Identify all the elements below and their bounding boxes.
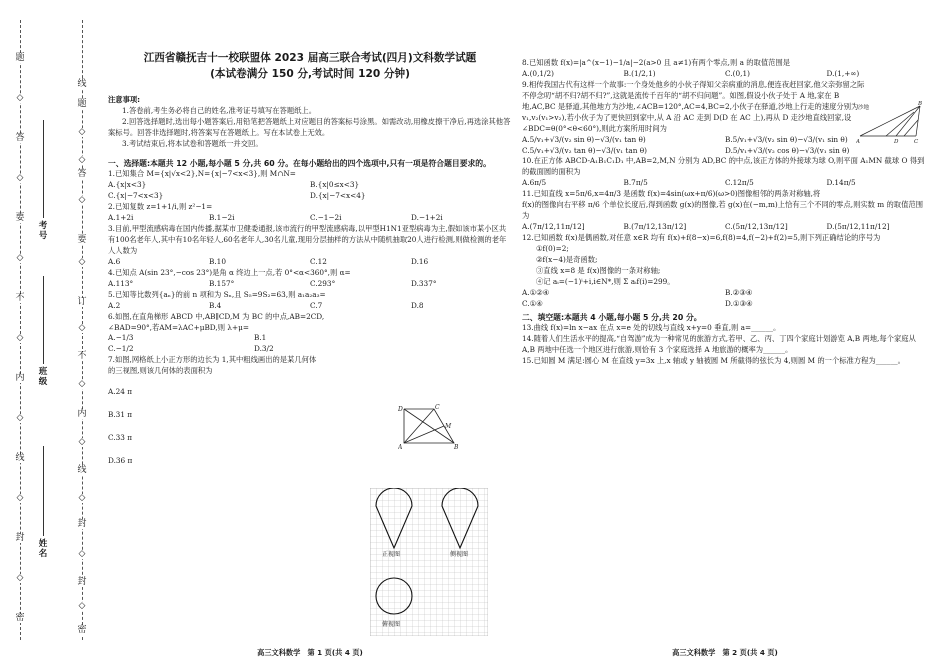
question-6-block — [108, 312, 400, 356]
seal-char: 封 — [75, 520, 89, 529]
option[interactable]: A.−1/3 — [108, 333, 134, 343]
option[interactable]: C.33 π — [108, 433, 133, 443]
three-views-figure — [370, 488, 488, 636]
option[interactable]: A.24 π — [108, 387, 132, 397]
question-8-stem: 8.已知函数 f(x)=|a^(x−1)−1/a|−2(a>0 且 a≠1)有两个零点,则 a 的取值范围是 — [522, 58, 791, 67]
seal-char: ◇ — [13, 574, 27, 583]
option[interactable]: B.{x|0≤x<3} — [310, 180, 360, 190]
option[interactable]: C.①④ — [522, 298, 543, 308]
class-line[interactable] — [43, 276, 44, 364]
seal-char: 题 — [75, 100, 89, 109]
seal-char: 答 — [75, 170, 89, 179]
question-7-block — [108, 355, 378, 467]
seal-char: 线 — [75, 466, 89, 475]
question-7-options — [108, 387, 378, 467]
seal-char: ◇ — [75, 258, 89, 267]
note-item: 2.回答选择题时,选出每小题答案后,用铅笔把答题纸上对应题目的答案标号涂黑。如需改动,用橡皮擦干净后,再选涂其他答案标号。回答非选择题时,将答案写在答题纸上。写在本试卷上无效。 — [108, 116, 511, 137]
svg-text:M: M — [445, 423, 452, 430]
option[interactable]: B.31 π — [108, 410, 133, 420]
option[interactable]: B.1 — [254, 333, 267, 343]
question-12-item: ①f(0)=2; — [536, 243, 569, 253]
page2-footer: 高三文科数学 第 2 页(共 4 页) — [672, 648, 778, 657]
question-10-stem: 10.在正方体 ABCD-A₁B₁C₁D₁ 中,AB=2,M,N 分别为 AD,BC 的中点,该正方体的外接球为球 O,则平面 A₁MN 截球 O 得到的截面圆的面积为 — [522, 156, 925, 177]
section-choice-heading: 一、选择题:本题共 12 小题,每小题 5 分,共 60 分。在每小题给出的四个选项中,只有一项是符合题目要求的。 — [108, 158, 491, 168]
svg-text:B: B — [918, 101, 923, 107]
option[interactable]: D.8 — [411, 300, 424, 310]
option[interactable]: D.5/v₁+√3/(v₂ cos θ)−√3/(v₁ sin θ) — [725, 145, 850, 155]
seal-char: ◇ — [75, 324, 89, 333]
question-12-item: ④记 aᵢ=(−1)ⁱ+i,i∈N*,则 Σ aᵢf(i)=299。 — [536, 276, 675, 286]
option[interactable]: C.12 — [310, 256, 327, 266]
seal-char: 封 — [75, 578, 89, 587]
dashed-cut-line-left — [20, 20, 21, 640]
question-7-stem-cont: 的三视图,则该几何体的表面积为 — [108, 366, 213, 376]
top-view-label: 俯视图 — [382, 621, 401, 628]
seal-char: 题 — [13, 54, 27, 63]
seal-char: ◇ — [13, 94, 27, 103]
seal-char: ◇ — [75, 156, 89, 165]
question-12-options — [522, 288, 928, 310]
option[interactable]: A.6 — [108, 256, 121, 266]
option[interactable]: B.②③④ — [725, 287, 753, 297]
option[interactable]: B.(7π/12,13π/12] — [623, 222, 687, 232]
svg-text:D: D — [894, 139, 899, 144]
option[interactable]: A.(0,1/2) — [522, 68, 554, 78]
option[interactable]: B.157° — [209, 278, 235, 288]
option[interactable]: C.{x|−7<x<3} — [108, 191, 164, 201]
seal-char: 订 — [75, 298, 89, 307]
question-5-stem: 5.已知等比数列{aₙ}的前 n 项和为 Sₙ,且 S₅=9S₂=63,则 a₁a₂a₃= — [108, 289, 326, 299]
option[interactable]: B.4 — [209, 300, 222, 310]
option[interactable]: C.(0,1) — [725, 68, 750, 78]
option[interactable]: D.①③④ — [725, 298, 753, 308]
question-11-stem-cont: f(x)的图像向右平移 π/6 个单位长度后,得到函数 g(x)的图像,若 g(x)在(−m,m)上恰有三个不同的零点,则实数 m 的取值范围为 — [522, 200, 923, 221]
option[interactable]: D.337° — [411, 278, 437, 288]
seal-char: ◇ — [13, 174, 27, 183]
front-view-label: 正视图 — [382, 551, 401, 558]
seal-char: ◇ — [75, 128, 89, 137]
question-6-stem-cont: ∠BAD=90°,若AM=λAC+μBD,则 λ+μ= — [108, 322, 249, 332]
seal-char: ◇ — [13, 494, 27, 503]
page1-footer: 高三文科数学 第 1 页(共 4 页) — [257, 648, 363, 657]
binding-strip — [0, 0, 96, 664]
svg-text:D: D — [398, 406, 403, 413]
seal-char: 答 — [13, 134, 27, 143]
option[interactable]: A.6π/5 — [522, 178, 547, 188]
seal-char: 封 — [13, 534, 27, 543]
question-13: 13.曲线 f(x)=ln x−ax 在点 x=e 处的切线与直线 x+y=0 垂直,则 a=______。 — [522, 323, 781, 333]
seal-char: 要 — [13, 214, 27, 223]
question-6-options — [108, 333, 400, 355]
svg-text:C: C — [914, 139, 919, 144]
option[interactable]: D.3/2 — [254, 344, 274, 354]
exam-title-sub: (本试卷满分 150 分,考试时间 120 分钟) — [210, 68, 410, 81]
option[interactable]: A.2 — [108, 300, 121, 310]
question-8-options — [522, 69, 928, 80]
question-12-item: ②f(x−4)是奇函数; — [536, 254, 598, 264]
trapezoid-figure — [398, 403, 460, 449]
seal-char: 不 — [13, 294, 27, 303]
seal-char: ◇ — [13, 334, 27, 343]
option[interactable]: A.113° — [108, 278, 134, 288]
option[interactable]: B.10 — [209, 256, 226, 266]
exam-number-label: 考号 — [38, 221, 48, 241]
option[interactable]: D.16 — [411, 256, 429, 266]
seal-char: ◇ — [75, 602, 89, 611]
option[interactable]: A.①②④ — [522, 287, 550, 297]
option[interactable]: D.−1+2i — [411, 213, 443, 223]
option[interactable]: A.5/v₁+√3/(v₂ sin θ)−√3/(v₁ tan θ) — [522, 134, 646, 144]
question-6-stem: 6.如图,在直角梯形 ABCD 中,AB∥CD,M 为 BC 的中点,AB=2CD, — [108, 311, 325, 321]
seal-char: 内 — [13, 374, 27, 383]
option[interactable]: C.5/v₁+√3/(v₂ tan θ)−√3/(v₁ tan θ) — [522, 145, 648, 155]
seal-char: 线 — [13, 454, 27, 463]
option[interactable]: A.(7π/12,11π/12] — [522, 222, 585, 232]
option[interactable]: C.7 — [310, 300, 323, 310]
exam-title-main: 江西省赣抚吉十一校联盟体 2023 届高三联合考试(四月)文科数学试题 — [143, 52, 477, 64]
question-3-stem: 3.目前,甲型流感病毒在国内传播,据某市卫健委通报,该市流行的甲型流感病毒,以甲型H1N1亚型病毒为主,假如该市某小区共有100名老年人,其中有10名年轻人,60名老年人,30名儿童,现用分层抽样的方法从中随机抽取20人进行检测,则做检测的老年人人数为 — [108, 224, 507, 255]
seal-char: 不 — [75, 352, 89, 361]
question-4-stem: 4.已知点 A(sin 23°,−cos 23°)是角 α 终边上一点,若 0°<α<360°,则 α= — [108, 267, 351, 277]
question-2-stem: 2.已知复数 z=1+1/i,则 z²−1= — [108, 202, 213, 212]
seal-char: ◇ — [13, 414, 27, 423]
class-label: 班级 — [38, 367, 48, 387]
exam-number-line[interactable] — [43, 120, 44, 218]
option[interactable]: C.293° — [310, 278, 336, 288]
seal-char: 密 — [13, 614, 27, 623]
svg-text:B: B — [454, 444, 459, 449]
option[interactable]: C.−1−2i — [310, 213, 342, 223]
question-12-item: ③直线 x=8 是 f(x)图像的一条对称轴; — [536, 265, 661, 275]
seal-char: ◇ — [75, 494, 89, 503]
question-5-options — [108, 301, 512, 312]
seal-char: 密 — [75, 626, 89, 635]
question-3-options — [108, 257, 512, 268]
seal-char: ◇ — [75, 438, 89, 447]
question-11-stem: 11.已知直线 x=5π/6,x=4π/3 是函数 f(x)=4sin(ωx+π/6)(ω>0)图像相邻的两条对称轴,将 — [522, 189, 821, 199]
note-item: 1.答卷前,考生务必将自己的姓名,准考证号填写在答题纸上。 — [122, 105, 317, 115]
seal-char: ◇ — [75, 196, 89, 205]
option[interactable]: C.12π/5 — [725, 178, 754, 188]
svg-text:A: A — [856, 139, 860, 144]
seal-char: ◇ — [75, 380, 89, 389]
question-14: 14.随着人们生活水平的提高,“自驾游”成为一种常见的旅游方式,若甲、乙、丙、丁四个家庭计划游览 A,B 两地,每个家庭从 A,B 两地中任选一个地区进行旅游,则恰有 3 个家庭选择 A 地旅游的概率为______。 — [522, 334, 916, 355]
seal-char: 线 — [75, 80, 89, 89]
section-fill-heading: 二、填空题:本题共 4 小题,每小题 5 分,共 20 分。 — [522, 312, 702, 322]
option[interactable]: B.1−2i — [209, 213, 235, 223]
option[interactable]: D.36 π — [108, 456, 133, 465]
option[interactable]: B.7π/5 — [623, 178, 648, 188]
name-label: 姓名 — [38, 539, 48, 559]
exam-title — [108, 50, 512, 83]
question-2-options — [108, 213, 512, 224]
svg-text:A: A — [398, 444, 403, 449]
option[interactable]: D.(5π/12,11π/12] — [826, 222, 890, 232]
note-item: 3.考试结束后,将本试卷和答题纸一并交回。 — [122, 138, 263, 148]
question-12-stem: 12.已知函数 f(x)是偶函数,对任意 x∈R 均有 f(x)+f(8−x)=6,f(8)=4,f(−2)+f(2)=5,则下列正确结论的序号为 — [522, 233, 881, 242]
option[interactable]: C.(5π/12,13π/12] — [725, 222, 788, 232]
sandland-label: 沙地 — [858, 105, 870, 111]
sandland-figure — [856, 100, 924, 144]
name-line[interactable] — [43, 446, 44, 536]
option[interactable]: B.5/v₁+√3/(v₂ sin θ)−√3/(v₁ sin θ) — [725, 134, 848, 144]
option[interactable]: A.{x|x<3} — [108, 180, 147, 190]
question-1-options — [108, 180, 512, 202]
question-4-options — [108, 279, 512, 290]
option[interactable]: A.1+2i — [108, 213, 134, 223]
option[interactable]: D.14π/5 — [826, 178, 856, 188]
seal-char: 内 — [75, 410, 89, 419]
svg-text:C: C — [435, 404, 440, 411]
option[interactable]: D.(1,+∞) — [826, 68, 860, 78]
question-10-options — [522, 178, 928, 189]
option[interactable]: D.{x|−7<x<4} — [310, 191, 366, 201]
seal-char: ◇ — [13, 254, 27, 263]
notes-heading: 注意事项: — [108, 95, 141, 104]
seal-char: ◇ — [75, 550, 89, 559]
seal-char: 要 — [75, 236, 89, 245]
question-15: 15.已知圆 M 满足:圆心 M 在直线 y=3x 上,x 轴或 y 轴被圆 M 所截得的弦长为 4,则圆 M 的一个标准方程为______。 — [522, 356, 905, 366]
question-9-stem: 9.相传我国古代有这样一个故事:一个身处他乡的小伙子得知父亲病重的消息,便连夜赶回家,他父亲弥留之际不停念叨“胡不归?胡不归?”,这就是流传千百年的“胡不归问题”。如图,假设小伙子处于 A 地,家在 B 地,AC,BC 是驿道,其他地方为沙地,∠ACB=120°,AC=4,BC=2,小伙子在驿道,沙地上行走的速度分别为 v₁,v₂(v₁>v₂),若小伙子为了更快回到家中,从 A 沿 AC 走到 D(D 在 AC 上),再从 D 走沙地直线回家,设∠BDC=θ(0°<θ<60°),则此方案所用时间为 — [522, 79, 865, 133]
side-view-label: 侧视图 — [450, 551, 469, 558]
option[interactable]: C.−1/2 — [108, 344, 134, 354]
question-7-stem: 7.如图,网格纸上小正方形的边长为 1,其中粗线画出的是某几何体 — [108, 355, 317, 365]
question-11-options — [522, 222, 928, 233]
question-1-stem: 1.已知集合 M={x|√x<2},N={x|−7<x<3},则 M∩N= — [108, 169, 296, 179]
option[interactable]: B.(1/2,1) — [623, 68, 656, 78]
